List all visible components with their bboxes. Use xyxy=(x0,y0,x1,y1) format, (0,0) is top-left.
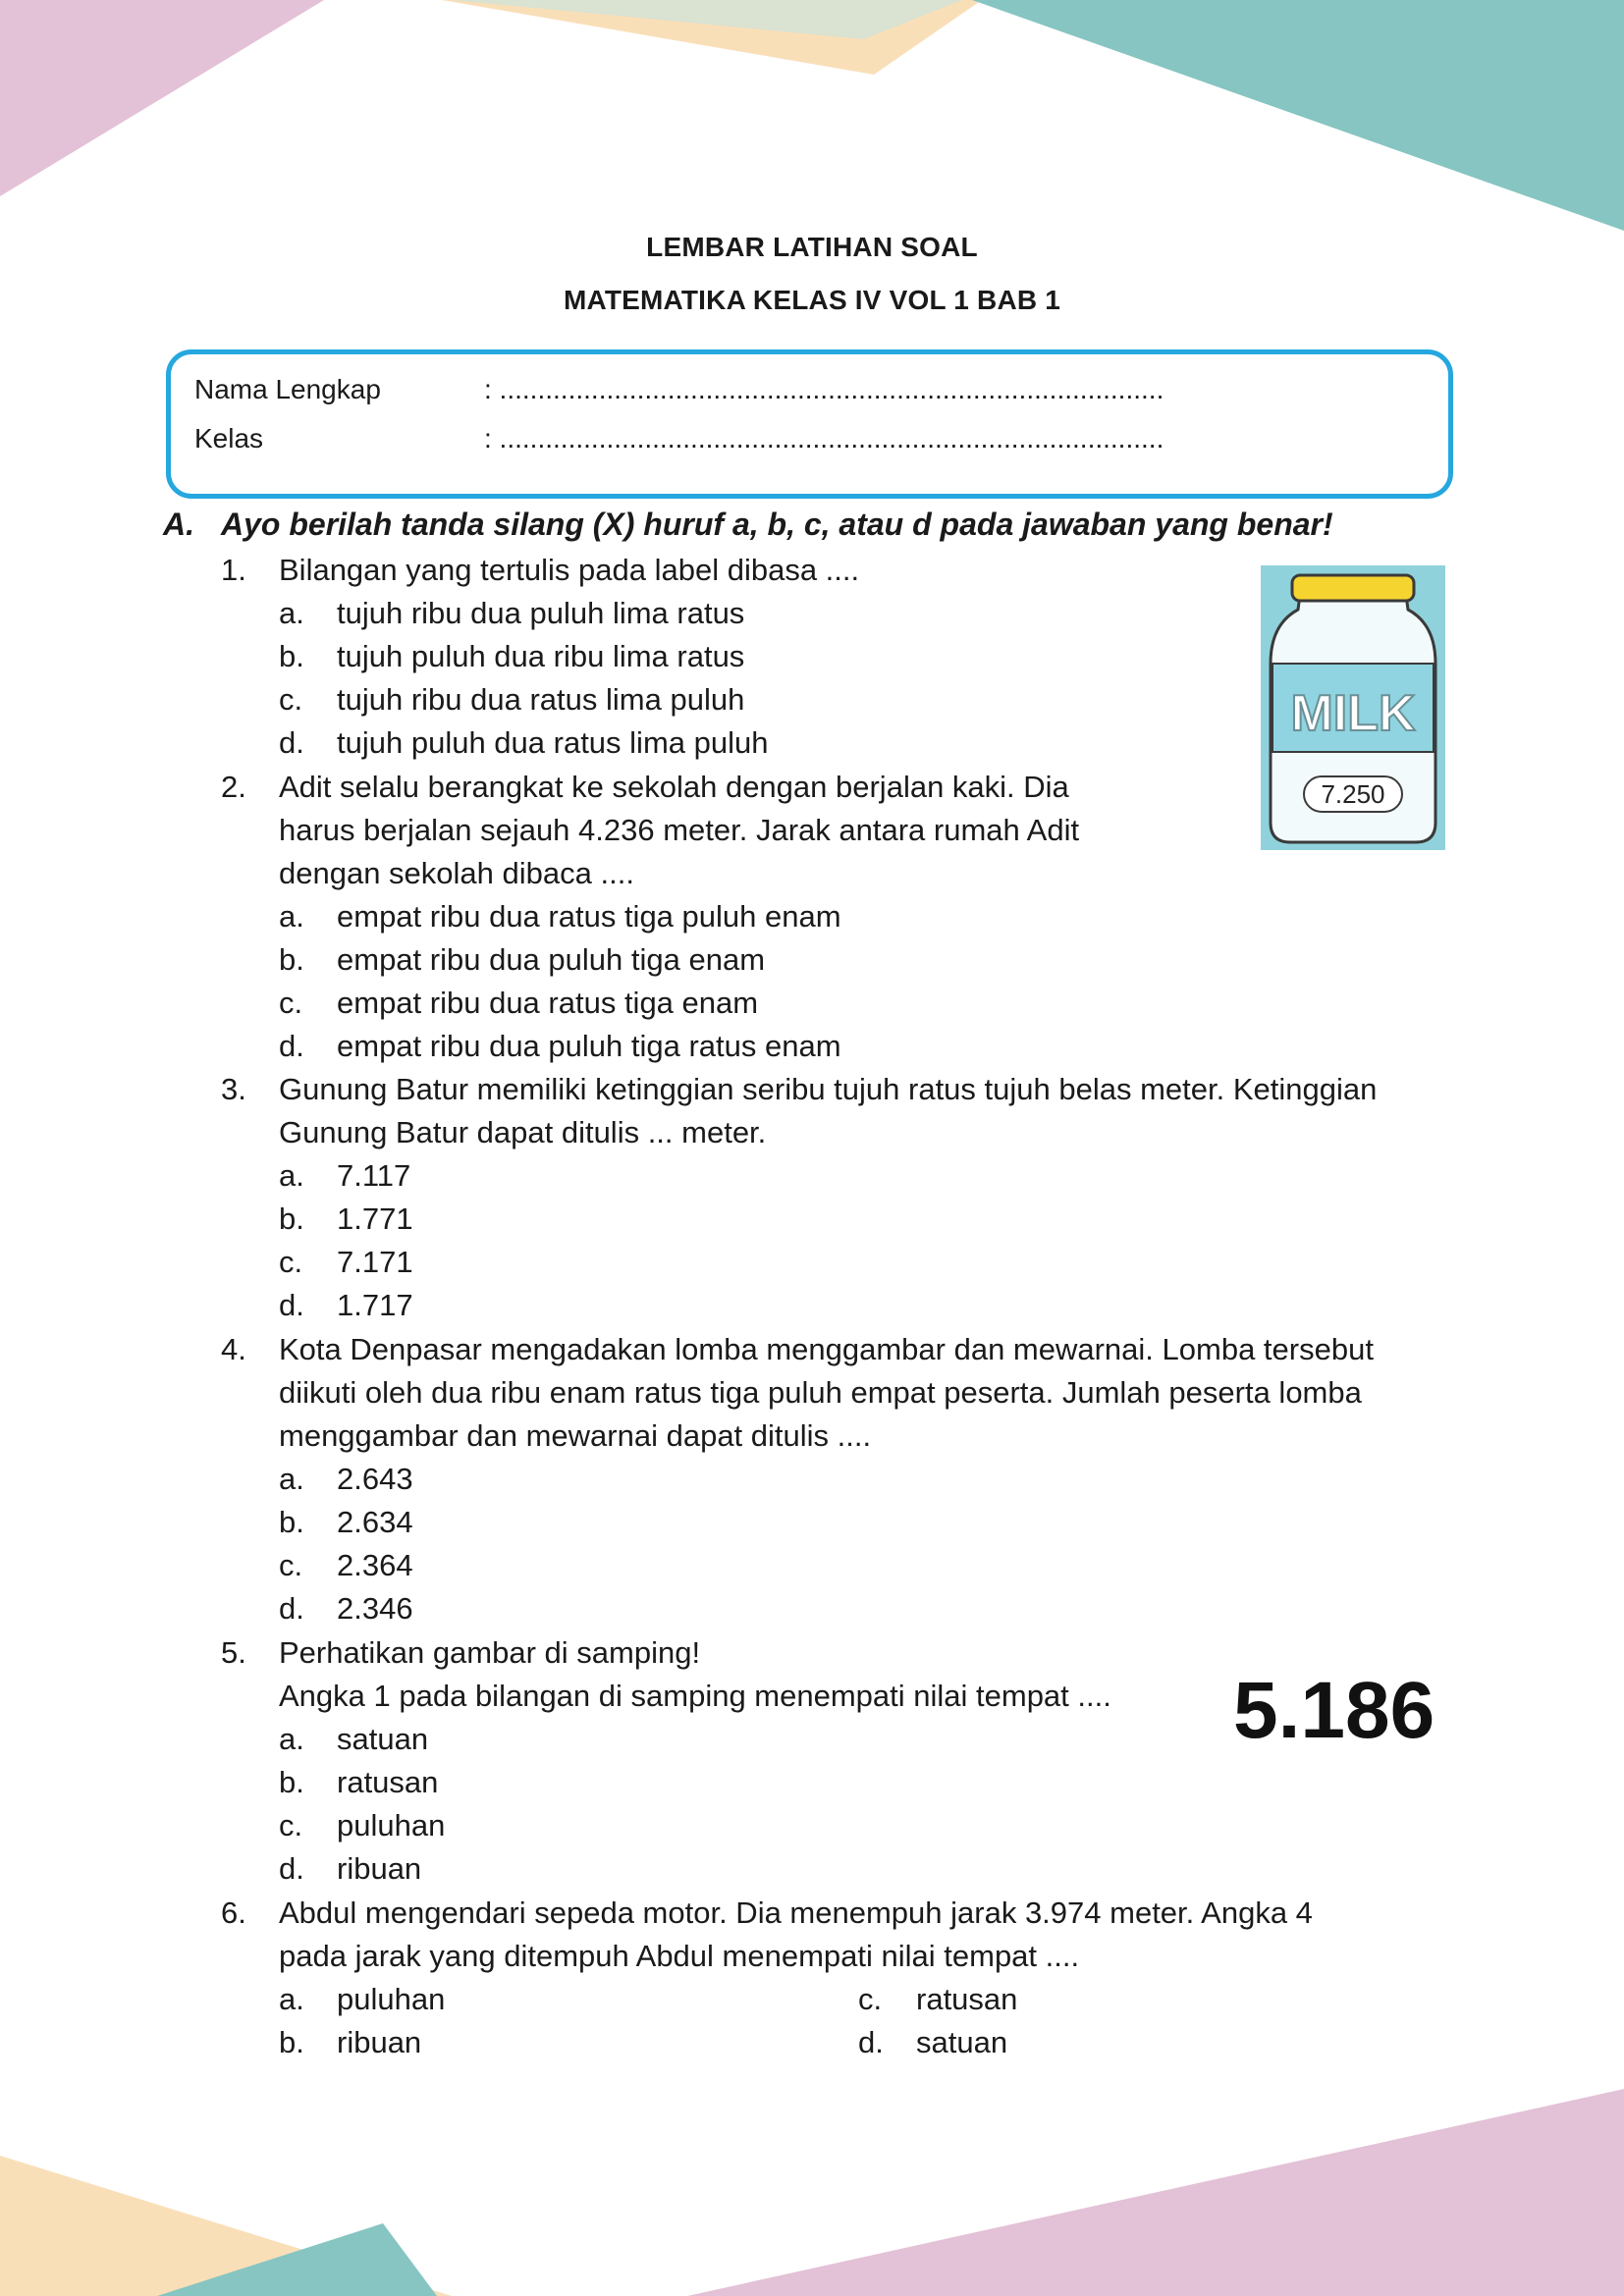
option-d[interactable] xyxy=(279,1587,1462,1630)
section-a-instruction xyxy=(163,507,1333,543)
name-row xyxy=(194,374,1164,405)
stem-line: diikuti oleh dua ribu enam ratus tiga puluh empat peserta. Jumlah peserta lomba xyxy=(279,1375,1362,1410)
option-letter: d. xyxy=(279,1851,304,1886)
option-text: empat ribu dua puluh tiga enam xyxy=(337,942,766,977)
milk-price-value: 7.250 xyxy=(1321,779,1385,809)
stem-line: pada jarak yang ditempuh Abdul menempati nilai tempat .... xyxy=(279,1939,1080,1973)
question-3 xyxy=(221,1068,1462,1327)
class-field[interactable]: : ....................................................................................... xyxy=(484,423,1164,454)
option-text: puluhan xyxy=(337,1808,446,1842)
option-text: 2.364 xyxy=(337,1548,413,1582)
option-b[interactable] xyxy=(279,2021,770,2064)
option-a[interactable] xyxy=(279,1458,1462,1501)
option-text: ribuan xyxy=(337,1851,422,1886)
stem-line: Gunung Batur dapat ditulis ... meter. xyxy=(279,1115,767,1149)
worksheet-subtitle: MATEMATIKA KELAS IV VOL 1 BAB 1 xyxy=(563,285,1061,315)
option-letter: c. xyxy=(279,1808,303,1842)
option-a[interactable] xyxy=(279,1978,770,2021)
option-letter: b. xyxy=(279,639,304,673)
option-text: 7.117 xyxy=(337,1158,411,1193)
option-text: ratusan xyxy=(916,1982,1018,2016)
question-number: 1. xyxy=(221,553,246,587)
option-letter: d. xyxy=(279,1591,304,1626)
option-letter: d. xyxy=(279,1288,304,1322)
option-text: ribuan xyxy=(337,2025,422,2059)
section-instruction-text: Ayo berilah tanda silang (X) huruf a, b, c, atau d pada jawaban yang benar! xyxy=(221,507,1333,542)
option-letter: b. xyxy=(279,1505,304,1539)
stem-line: Abdul mengendari sepeda motor. Dia menempuh jarak 3.974 meter. Angka 4 xyxy=(279,1896,1313,1930)
worksheet-title: LEMBAR LATIHAN SOAL xyxy=(646,232,978,262)
option-letter: c. xyxy=(279,1548,303,1582)
option-text: 2.346 xyxy=(337,1591,413,1626)
question-2 xyxy=(221,766,1462,1068)
option-letter: d. xyxy=(279,1029,304,1063)
option-d[interactable] xyxy=(279,1284,1462,1327)
question-number: 3. xyxy=(221,1072,246,1106)
question-stem xyxy=(279,1892,1462,1978)
option-letter: a. xyxy=(279,1158,304,1193)
option-c[interactable] xyxy=(279,1241,1462,1284)
option-text: empat ribu dua ratus tiga puluh enam xyxy=(337,899,841,934)
option-text: 2.643 xyxy=(337,1462,413,1496)
question-number: 4. xyxy=(221,1332,246,1366)
stem-line: Kota Denpasar mengadakan lomba menggambar dan mewarnai. Lomba tersebut xyxy=(279,1332,1374,1366)
option-text: empat ribu dua ratus tiga enam xyxy=(337,986,759,1020)
stem-line: dengan sekolah dibaca .... xyxy=(279,856,634,890)
stem-line: Adit selalu berangkat ke sekolah dengan berjalan kaki. Dia xyxy=(279,770,1069,804)
option-text: ratusan xyxy=(337,1765,439,1799)
option-letter: a. xyxy=(279,1462,304,1496)
option-text: puluhan xyxy=(337,1982,446,2016)
option-text: tujuh ribu dua puluh lima ratus xyxy=(337,596,745,630)
stem-line: Perhatikan gambar di samping! xyxy=(279,1635,701,1670)
option-a[interactable] xyxy=(279,895,1462,938)
option-text: 1.717 xyxy=(337,1288,413,1322)
stem-line: Bilangan yang tertulis pada label dibasa .... xyxy=(279,553,860,587)
option-text: satuan xyxy=(337,1722,429,1756)
option-letter: a. xyxy=(279,899,304,934)
option-c[interactable] xyxy=(279,982,1462,1025)
option-text: satuan xyxy=(916,2025,1008,2059)
top-left-pink-shape xyxy=(0,0,324,196)
option-grid xyxy=(279,1978,1462,2064)
option-b[interactable] xyxy=(279,1198,1462,1241)
option-letter: d. xyxy=(279,725,304,760)
question-number: 2. xyxy=(221,770,246,804)
option-c[interactable] xyxy=(279,1544,1462,1587)
option-letter: d. xyxy=(858,2025,884,2059)
option-text: 7.171 xyxy=(337,1245,413,1279)
option-letter: c. xyxy=(858,1982,883,2016)
option-text: empat ribu dua puluh tiga ratus enam xyxy=(337,1029,841,1063)
question-number: 6. xyxy=(221,1896,246,1930)
bottom-right-pink-shape xyxy=(687,2089,1624,2296)
option-d[interactable] xyxy=(858,2021,1349,2064)
student-identity-box xyxy=(166,349,1453,499)
option-letter: b. xyxy=(279,942,304,977)
top-right-teal-shape xyxy=(972,0,1624,231)
stem-line: Gunung Batur memiliki ketinggian seribu tujuh ratus tujuh belas meter. Ketinggian xyxy=(279,1072,1378,1106)
option-text: 2.634 xyxy=(337,1505,413,1539)
q5-number-figure: 5.186 xyxy=(1233,1666,1435,1755)
option-letter: c. xyxy=(279,682,303,717)
class-label: Kelas xyxy=(194,423,264,454)
milk-word: MILK xyxy=(1290,685,1416,742)
option-b[interactable] xyxy=(279,938,1462,982)
milk-bottle-cap xyxy=(1292,575,1414,601)
option-letter: c. xyxy=(279,1245,303,1279)
option-letter: a. xyxy=(279,596,304,630)
question-stem xyxy=(279,1068,1462,1154)
option-c[interactable] xyxy=(858,1978,1349,2021)
stem-line: menggambar dan mewarnai dapat ditulis .... xyxy=(279,1418,872,1453)
option-letter: a. xyxy=(279,1722,304,1756)
option-c[interactable] xyxy=(279,1804,1462,1847)
question-6 xyxy=(221,1892,1462,2064)
class-row xyxy=(194,423,1164,454)
option-d[interactable] xyxy=(279,1025,1462,1068)
option-text: 1.771 xyxy=(337,1201,413,1236)
name-field[interactable]: : ....................................................................................... xyxy=(484,374,1164,404)
option-b[interactable] xyxy=(279,1761,1462,1804)
option-a[interactable] xyxy=(279,1154,1462,1198)
option-b[interactable] xyxy=(279,1501,1462,1544)
stem-line: harus berjalan sejauh 4.236 meter. Jarak antara rumah Adit xyxy=(279,813,1080,847)
section-letter: A. xyxy=(163,507,194,542)
question-stem xyxy=(279,1328,1462,1458)
question-number: 5. xyxy=(221,1635,246,1670)
option-text: tujuh ribu dua ratus lima puluh xyxy=(337,682,745,717)
option-letter: c. xyxy=(279,986,303,1020)
stem-line: Angka 1 pada bilangan di samping menempati nilai tempat .... xyxy=(279,1679,1111,1713)
option-text: tujuh puluh dua ribu lima ratus xyxy=(337,639,745,673)
name-label: Nama Lengkap xyxy=(194,374,381,404)
option-letter: a. xyxy=(279,1982,304,2016)
option-letter: b. xyxy=(279,1765,304,1799)
option-letter: b. xyxy=(279,2025,304,2059)
option-letter: b. xyxy=(279,1201,304,1236)
option-text: tujuh puluh dua ratus lima puluh xyxy=(337,725,769,760)
question-4 xyxy=(221,1328,1462,1630)
option-d[interactable] xyxy=(279,1847,1462,1891)
question-stem xyxy=(279,766,1163,895)
